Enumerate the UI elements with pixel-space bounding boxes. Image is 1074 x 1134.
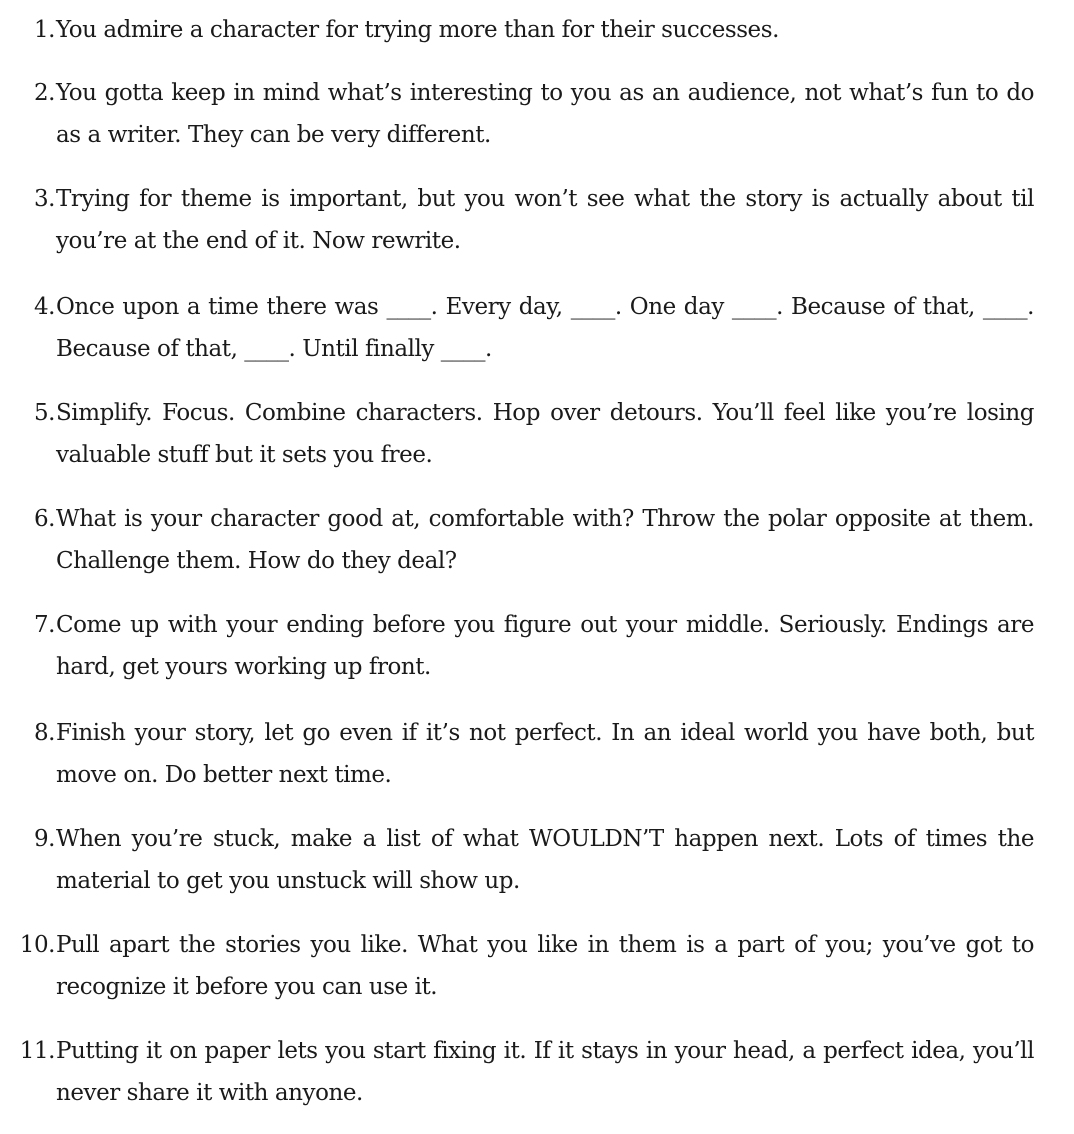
list-item xyxy=(33,72,1034,156)
item-text: Come up with your ending before you figure out your middle. Seriously. Endings are hard, get yours working up front. xyxy=(56,612,1034,680)
list-item xyxy=(33,286,1034,370)
item-number: 11. xyxy=(19,1038,55,1064)
item-text: You admire a character for trying more than for their successes. xyxy=(56,17,779,43)
item-number: 9. xyxy=(33,826,55,852)
item-number: 8. xyxy=(33,720,55,746)
list-item xyxy=(33,392,1034,476)
item-number: 6. xyxy=(33,506,55,532)
item-number: 7. xyxy=(33,612,55,638)
item-number: 4. xyxy=(33,294,55,320)
item-text: Trying for theme is important, but you won’t see what the story is actually about til you’re at the end of it. Now rewrite. xyxy=(56,186,1034,254)
item-text: You gotta keep in mind what’s interesting to you as an audience, not what’s fun to do as a writer. They can be very different. xyxy=(56,80,1034,148)
list-item xyxy=(33,498,1034,582)
list-item xyxy=(33,604,1034,688)
list-item xyxy=(33,9,1034,51)
list-item xyxy=(33,712,1034,796)
item-number: 2. xyxy=(33,80,55,106)
item-text: Finish your story, let go even if it’s not perfect. In an ideal world you have both, but move on. Do better next time. xyxy=(56,720,1034,788)
item-text: When you’re stuck, make a list of what WOULDN’T happen next. Lots of times the material to get you unstuck will show up. xyxy=(56,826,1034,894)
list-item xyxy=(33,818,1034,902)
list-item xyxy=(19,1030,1034,1114)
item-number: 10. xyxy=(19,932,55,958)
item-number: 1. xyxy=(33,17,55,43)
list-item xyxy=(33,178,1034,262)
item-number: 5. xyxy=(33,400,55,426)
item-text: Simplify. Focus. Combine characters. Hop over detours. You’ll feel like you’re losing valuable stuff but it sets you free. xyxy=(56,400,1034,468)
item-text: What is your character good at, comfortable with? Throw the polar opposite at them. Challenge them. How do they deal? xyxy=(56,506,1034,574)
item-text: Putting it on paper lets you start fixing it. If it stays in your head, a perfect idea, you’ll never share it with anyone. xyxy=(56,1038,1034,1106)
list-item xyxy=(19,924,1034,1008)
item-text: Pull apart the stories you like. What you like in them is a part of you; you’ve got to recognize it before you can use it. xyxy=(56,932,1034,1000)
item-text: Once upon a time there was ____. Every day, ____. One day ____. Because of that, ____. Because of that, ____. Until finally ____. xyxy=(56,294,1034,362)
item-number: 3. xyxy=(33,186,55,212)
